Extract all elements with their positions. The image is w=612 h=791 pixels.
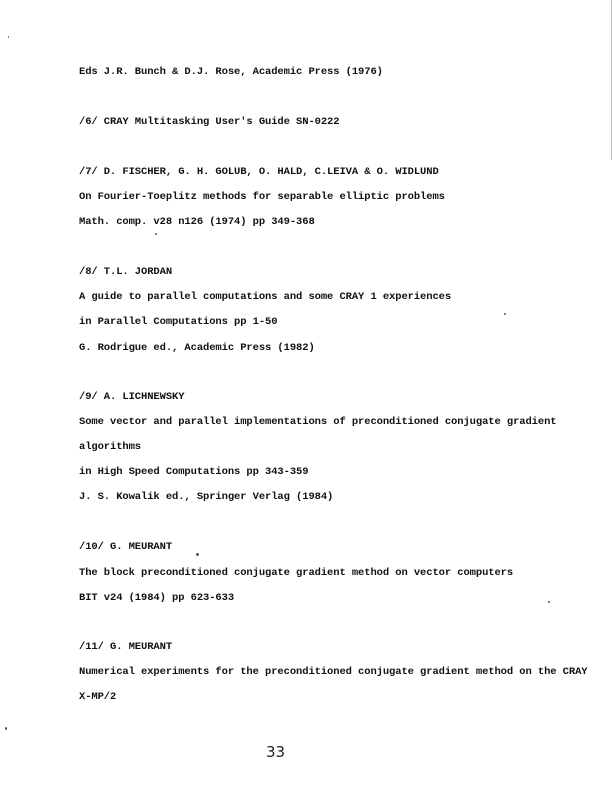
reference-line: Some vector and parallel implementations of preconditioned conjugate gradient <box>79 416 557 428</box>
reference-line: in High Speed Computations pp 343-359 <box>79 466 309 478</box>
reference-line: Numerical experiments for the preconditioned conjugate gradient method on the CRAY <box>79 666 588 678</box>
page-number: 33 <box>266 743 286 761</box>
scan-speck <box>8 36 9 38</box>
reference-line: A guide to parallel computations and some CRAY 1 experiences <box>79 291 452 303</box>
reference-heading: /7/ D. FISCHER, G. H. GOLUB, O. HALD, C.LEIVA & O. WIDLUND <box>79 166 439 178</box>
scan-speck <box>196 553 199 556</box>
reference-line: algorithms <box>79 441 142 453</box>
reference-line: Math. comp. v28 n126 (1974) pp 349-368 <box>79 216 315 228</box>
scan-speck <box>548 601 550 603</box>
reference-heading: /9/ A. LICHNEWSKY <box>79 391 185 403</box>
scan-speck <box>504 313 506 315</box>
reference-line: G. Rodrigue ed., Academic Press (1982) <box>79 342 315 354</box>
reference-heading: /11/ G. MEURANT <box>79 641 173 653</box>
reference-heading: /6/ CRAY Multitasking User's Guide SN-0222 <box>79 116 340 128</box>
reference-heading: /8/ T.L. JORDAN <box>79 266 173 278</box>
reference-line: in Parallel Computations pp 1-50 <box>79 316 278 328</box>
scan-speck <box>155 233 157 235</box>
reference-line: BIT v24 (1984) pp 623-633 <box>79 592 235 604</box>
reference-line: The block preconditioned conjugate gradient method on vector computers <box>79 567 514 579</box>
reference-heading: /10/ G. MEURANT <box>79 541 173 553</box>
reference-line: X-MP/2 <box>79 691 117 703</box>
reference-line: J. S. Kowalik ed., Springer Verlag (1984) <box>79 491 334 503</box>
scan-speck <box>5 727 7 730</box>
reference-line: Eds J.R. Bunch & D.J. Rose, Academic Press (1976) <box>79 66 383 78</box>
reference-line: On Fourier-Toeplitz methods for separable elliptic problems <box>79 191 445 203</box>
